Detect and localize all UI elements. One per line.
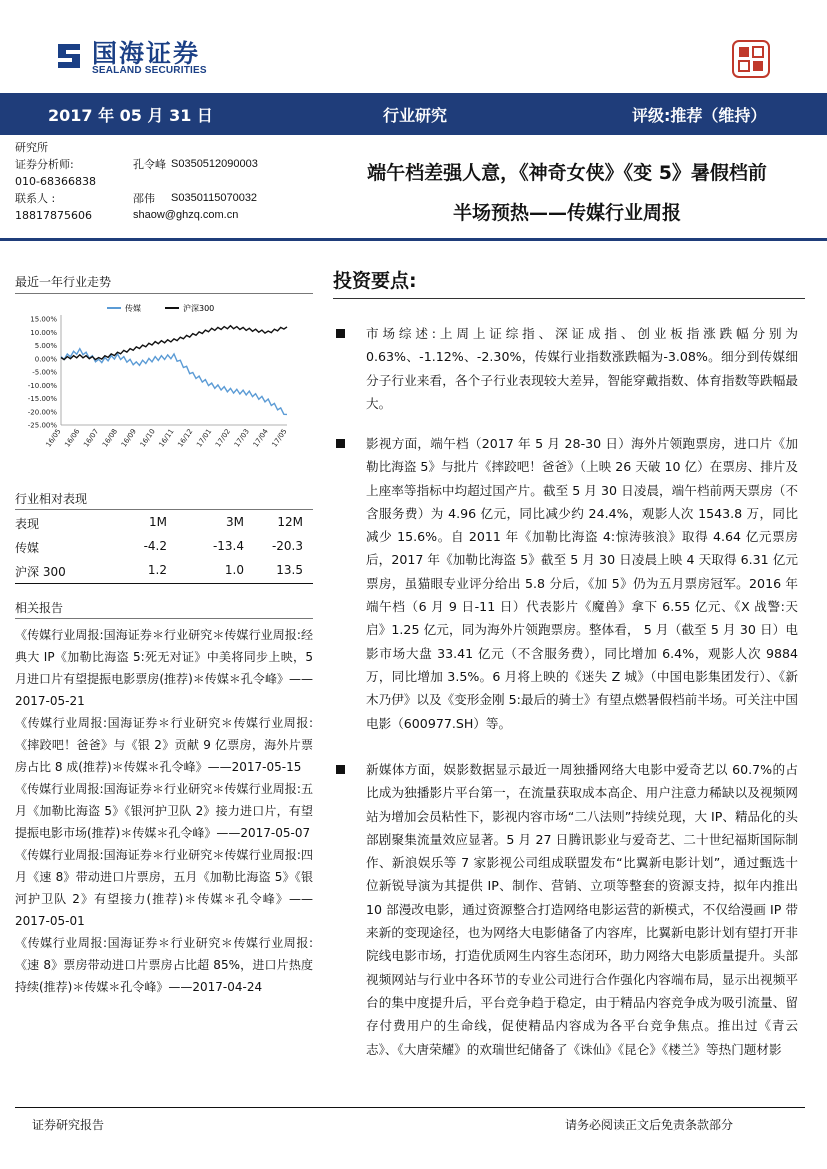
header-divider (0, 238, 827, 241)
y-tick-label: -5.00% (32, 368, 57, 377)
footer-disclaimer: 请务必阅读正文后免责条款部分 (565, 1118, 734, 1132)
contact-label: 联系人 : (15, 192, 56, 205)
table-header-cell: 表现 (15, 517, 40, 531)
related-reports (15, 624, 313, 998)
footer-left: 证券研究报告 (32, 1118, 105, 1132)
y-tick-label: -15.00% (27, 395, 57, 403)
paragraph-text: 市场综述:上周上证综指、深证成指、创业板指涨跌幅分别为 0.63%、-1.12%、-2.30%，传媒行业指数涨跌幅为-3.08%。细分到传媒细分子行业来看，各个子行业表现较大差异，智能穿戴指数、体育指数等跌幅最大。 (366, 326, 798, 411)
table-cell: -4.2 (143, 539, 167, 553)
y-tick-label: -10.00% (27, 381, 57, 390)
x-tick-label: 17/01 (195, 427, 214, 449)
performance-section-title: 行业相对表现 (15, 492, 88, 506)
report-title-line: 半场预热——传媒行业周报 (452, 202, 681, 224)
y-tick-label: -25.00% (27, 421, 57, 430)
y-tick-label: 5.00% (34, 342, 57, 350)
table-header-cell: 12M (277, 515, 303, 529)
legend-label: 沪深300 (183, 304, 215, 313)
x-tick-label: 17/04 (251, 427, 270, 449)
table-cell: 1.2 (147, 563, 167, 577)
contact-email: shaow@ghzq.com.cn (133, 209, 239, 221)
table-cell-label: 沪深 300 (15, 565, 66, 579)
x-tick-label: 16/08 (101, 427, 120, 449)
bullet-icon (336, 765, 345, 774)
report-title-line: 端午档差强人意，《神奇女侠》《变 5》暑假档前 (367, 162, 767, 184)
related-report-link[interactable]: 《传媒行业周报:国海证券＊行业研究＊传媒行业周报:四月《速 8》带动进口片票房，五月《加勒比海盗 5》《银河护卫队 2》有望接力(推荐)＊传媒＊孔令峰》——2017-05-01 (15, 848, 313, 928)
trend-section-title: 最近一年行业走势 (15, 275, 112, 289)
logo-name-cn: 国海证券 (92, 39, 201, 68)
table-cell: 1.0 (224, 563, 244, 577)
section-divider (15, 293, 313, 294)
x-tick-label: 16/06 (63, 427, 82, 449)
paragraph-new-media (338, 758, 798, 1061)
contact-id: S0350115070032 (171, 192, 258, 204)
research-seal-icon (732, 40, 770, 78)
table-cell: -20.3 (271, 539, 303, 553)
y-tick-label: -20.00% (27, 408, 57, 417)
bullet-icon (336, 329, 345, 338)
report-title (328, 153, 806, 233)
table-header-cell: 1M (149, 515, 167, 529)
contact-name: 孔令峰 (133, 158, 166, 171)
paragraph-text: 新媒体方面，娱影数据显示最近一周独播网络大电影中爱奇艺以 60.7%的占比成为独播影片平台第一，在流量获取成本高企、用户注意力稀缺以及视频网站为增加会员粘性下，影视内容市场“二八法则”持续兑现，大 IP、精品化的头部剧聚集流量效应显著。5 月 27 日腾讯影业与爱奇艺、二十世纪福斯国际制作、新浪娱乐等 7 家影视公司组成联盟发布“比翼新电影计划”，通过甄选十位新锐导演为其提供 IP、制作、营销、立项等整套的资源支持，拟年内推出 10 部漫改电影，通过资源整合打造网络电影运营的新模式，不仅给漫画 IP 带来新的变现途径，也为网络大电影储备了内容库，比翼新电影计划有望打开非院线电影市场，打造优质网生内容生态闭环，助力网络大电影质量提升。头部视频网站与行业中各环节的专业公司进行合作强化内容端布局，显示出视频平台的集中度提升后，平台竞争趋于稳定，由于精品内容竞争成为吸引流量、留存付费用户的生命线，促使精品内容成为各平台竞争焦点。推出过《青云志》、《大唐荣耀》的欢瑞世纪储备了《诛仙》《昆仑》《楼兰》等热门题材影 (366, 762, 798, 1057)
contact-name: 邵伟 (133, 192, 155, 205)
contact-label: 研究所 (15, 141, 48, 154)
report-category: 行业研究 (383, 106, 448, 125)
section-divider (333, 298, 805, 299)
footer-divider (15, 1107, 805, 1108)
x-tick-label: 16/11 (157, 427, 176, 449)
table-cell: 13.5 (276, 563, 303, 577)
section-divider (15, 509, 313, 510)
x-tick-label: 16/10 (138, 427, 157, 449)
x-tick-label: 16/09 (119, 427, 138, 449)
industry-trend-chart (15, 297, 313, 472)
paragraph-text: 影视方面，端午档（2017 年 5 月 28-30 日）海外片领跑票房，进口片《加勒比海盗 5》与批片《摔跤吧！爸爸》（上映 26 天破 10 亿）在票房、排片及上座率等指标中均超过国产片。截至 5 月 30 日凌晨，端午档前两天票房（不含服务费）为 4.96 亿元，同比减少约 24.4%，观影人次 1543.8 万，同比减少 15.6%。自 2011 年《加勒比海盗 4:惊涛骇浪》取得 4.64 亿元票房后，2017 年《加勒比海盗 5》截至 5 月 30 日凌晨上映 4 天取得 6.31 亿元票房，虽猫眼专业评分给出 5.8 分后，《加 5》仍为五月票房冠军。2016 年端午档（6 月 9 日-11 日）代表影片《魔兽》拿下 6.55 亿元、《X 战警:天启》1.25 亿元，同为海外片领跑票房。整体看， 5 月（截至 5 月 30 日）电影市场大盘 33.41 亿元（不含服务费），同比增加 6.4%，观影人次 9884 万，同比增加 3.5%。6 月将上映的《迷失 Z 城》（中国电影集团发行）、《新木乃伊》以及《变形金刚 5:最后的骑士》有望点燃暑假档前半场。可关注中国电影（600977.SH）等。 (366, 436, 798, 731)
legend-label: 传媒 (125, 304, 141, 313)
related-report-link[interactable]: 《传媒行业周报:国海证券＊行业研究＊传媒行业周报:《速 8》票房带动进口片票房占比超 85%，进口片热度持续(推荐)＊传媒＊孔令峰》——2017-04-24 (15, 936, 313, 994)
y-tick-label: 10.00% (30, 328, 57, 337)
x-tick-label: 17/03 (232, 427, 251, 449)
paragraph-film (338, 432, 798, 735)
x-tick-label: 17/05 (270, 427, 289, 449)
report-date: 2017 年 05 月 31 日 (48, 106, 213, 125)
x-tick-label: 16/07 (82, 427, 101, 449)
related-report-link[interactable]: 《传媒行业周报:国海证券＊行业研究＊传媒行业周报:五月《加勒比海盗 5》《银河护卫队 2》接力进口片，有望提振电影市场(推荐)＊传媒＊孔令峰》——2017-05-07 (15, 782, 313, 840)
performance-table (15, 511, 313, 583)
x-tick-label: 16/12 (176, 427, 195, 449)
table-cell: -13.4 (212, 539, 244, 553)
bullet-icon (336, 439, 345, 448)
related-report-link[interactable]: 《传媒行业周报:国海证券＊行业研究＊传媒行业周报:经典大 IP《加勒比海盗 5:死无对证》中美将同步上映，5 月进口片有望提振电影票房(推荐)＊传媒＊孔令峰》——2017-05-21 (15, 628, 313, 708)
table-row (15, 559, 313, 583)
section-divider (15, 583, 313, 584)
table-header-cell: 3M (226, 515, 244, 529)
contact-label: 证券分析师: (15, 158, 74, 171)
y-tick-label: 15.00% (30, 315, 57, 324)
contact-id: S0350512090003 (171, 158, 258, 170)
related-report-link[interactable]: 《传媒行业周报:国海证券＊行业研究＊传媒行业周报:《摔跤吧！爸爸》与《银 2》贡献 9 亿票房，海外片票房占比 8 成(推荐)＊传媒＊孔令峰》——2017-05-15 (15, 716, 313, 774)
table-row (15, 535, 313, 559)
contact-phone: 18817875606 (15, 209, 92, 222)
x-tick-label: 17/02 (214, 427, 233, 449)
table-header-row (15, 511, 313, 535)
y-tick-label: 0.00% (34, 355, 57, 364)
sealand-logo-icon (54, 40, 84, 72)
section-divider (15, 618, 313, 619)
report-rating: 评级:推荐（维持） (632, 106, 767, 125)
reports-section-title: 相关报告 (15, 601, 64, 615)
logo-name-en: SEALAND SECURITIES (92, 65, 207, 76)
x-tick-label: 16/05 (44, 427, 63, 449)
contact-phone: 010-68366838 (15, 175, 96, 188)
investment-heading: 投资要点: (333, 270, 417, 292)
report-banner (0, 93, 827, 135)
table-cell-label: 传媒 (15, 541, 40, 555)
paragraph-market (338, 322, 798, 415)
